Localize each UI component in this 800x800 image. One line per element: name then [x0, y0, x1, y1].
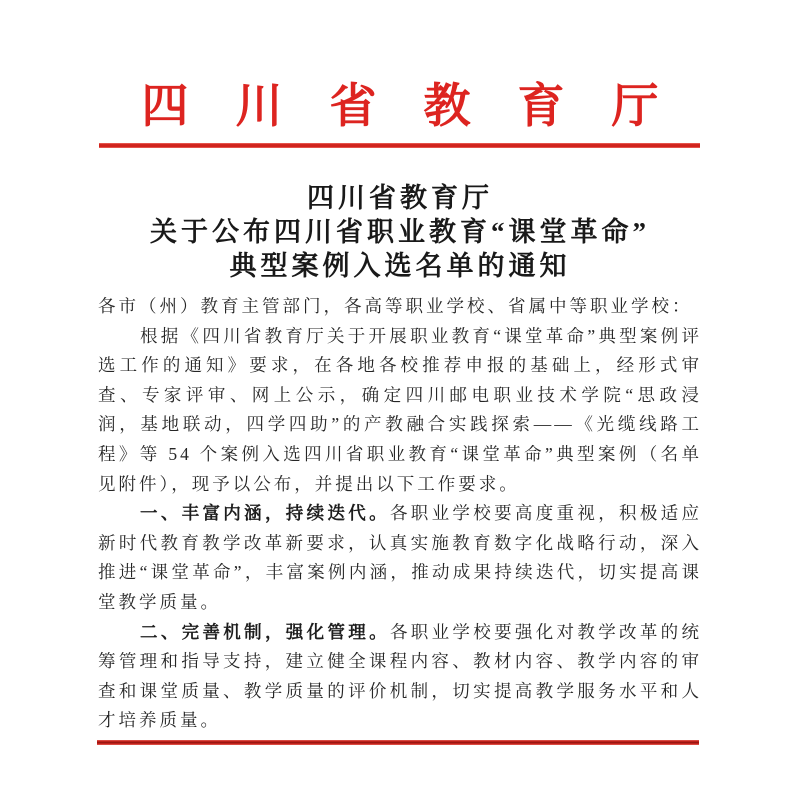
- body-paragraph-1: 根据《四川省教育厅关于开展职业教育“课堂革命”典型案例评选工作的通知》要求，在各地各校推荐申报的基础上，经形式审查、专家评审、网上公示，确定四川邮电职业技术学院“思政浸润，基地联动，四学四助”的产教融合实践探索——《光缆线路工程》等 54 个案例入选四川省职业教育“课堂革命”典型案例（名单见附件），现予以公布，并提出以下工作要求。: [98, 325, 702, 494]
- notice-title: [0, 181, 800, 283]
- notice-title-line-3: 典型案例入选名单的通知: [229, 251, 571, 281]
- notice-title-line-1: 四川省教育厅: [307, 183, 493, 213]
- body-paragraph-2: [98, 499, 702, 617]
- notice-title-line-2: 关于公布四川省职业教育“课堂革命”: [150, 217, 650, 247]
- letterhead-rule: [99, 143, 700, 148]
- salutation-line: 各市（州）教育主管部门，各高等职业学校、省属中等职业学校：: [98, 296, 693, 316]
- footer-rule: [97, 740, 699, 745]
- section-heading-2: 二、完善机制，强化管理。: [140, 621, 390, 642]
- section-text-1: 各职业学校要高度重视，积极适应新时代教育教学改革新要求，认真实施教育数字化战略行动，深入推进“课堂革命”，丰富案例内涵，推动成果持续迭代，切实提高课堂教学质量。: [98, 503, 703, 612]
- letterhead-agency-title: 四川省教育厅: [141, 81, 706, 133]
- section-text-2: 各职业学校要强化对教学改革的统筹管理和指导支持，建立健全课程内容、教材内容、教学内容的审查和课堂质量、教学质量的评价机制，切实提高教学服务水平和人才培养质量。: [98, 621, 703, 731]
- notice-body: [98, 292, 702, 736]
- body-paragraph-3: [98, 618, 702, 736]
- section-heading-1: 一、丰富内涵，持续迭代。: [140, 503, 390, 524]
